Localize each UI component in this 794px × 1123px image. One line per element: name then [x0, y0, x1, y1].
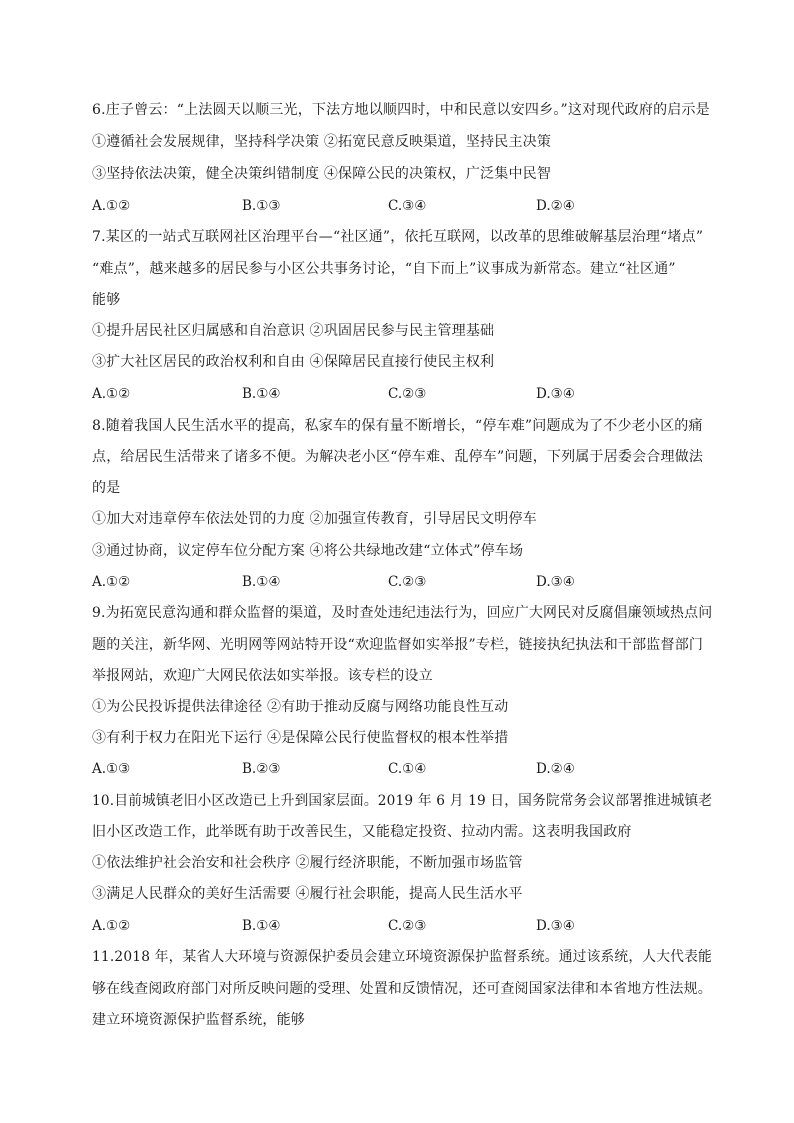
q6-option-a: A.①②	[92, 198, 131, 214]
q10-option-d: D.③④	[536, 918, 575, 934]
q9-stem-line-3: 举报网站，欢迎广大网民依法如实举报。该专栏的设立	[92, 668, 433, 684]
q7-stem-line-2: “难点”，越来越多的居民参与小区公共事务讨论，“自下而上”议事成为新常态。建立“社区通”	[92, 261, 676, 277]
q7-statement-1: ①提升居民社区归属感和自治意识 ②巩固居民参与民主管理基础	[92, 323, 495, 339]
q10-option-a: A.①②	[92, 918, 131, 934]
q6-statement-2: ③坚持依法决策，健全决策纠错制度 ④保障公民的决策权，广泛集中民智	[92, 166, 552, 182]
q6-option-d: D.②④	[536, 198, 575, 214]
q9-stem-line-1: 9.为拓宽民意沟通和群众监督的渠道，及时查处违纪违法行为，回应广大网民对反腐倡廉领域热点问	[92, 605, 713, 621]
q8-statement-2: ③通过协商，议定停车位分配方案 ④将公共绿地改建“立体式”停车场	[92, 543, 524, 559]
q10-statement-2: ③满足人民群众的美好生活需要 ④履行社会职能，提高人民生活水平	[92, 886, 523, 902]
q10-option-b: B.①④	[242, 918, 281, 934]
q7-option-d: D.③④	[536, 386, 575, 402]
q6-stem-line-1: 6.庄子曾云：“上法圆天以顺三光，下法方地以顺四时，中和民意以安四乡。”这对现代政府的启示是	[92, 102, 710, 118]
q8-option-d: D.③④	[536, 574, 575, 590]
q7-statement-2: ③扩大社区居民的政治权利和自由 ④保障居民直接行使民主权利	[92, 354, 495, 370]
q11-stem-line-2: 够在线查阅政府部门对所反映问题的受理、处置和反馈情况，还可查阅国家法律和本省地方性法规。	[92, 981, 712, 997]
q10-option-c: C.②③	[388, 918, 427, 934]
q11-stem-line-3: 建立环境资源保护监督系统，能够	[92, 1012, 305, 1028]
q7-option-b: B.①④	[242, 386, 281, 402]
q6-option-b: B.①③	[242, 198, 281, 214]
q7-stem-line-3: 能够	[92, 292, 121, 308]
q11-stem-line-1: 11.2018 年，某省人大环境与资源保护委员会建立环境资源保护监督系统。通过该系统，人大代表能	[92, 949, 712, 965]
q10-statement-1: ①依法维护社会治安和社会秩序 ②履行经济职能，不断加强市场监管	[92, 855, 523, 871]
q8-statement-1: ①加大对违章停车依法处罚的力度 ②加强宣传教育，引导居民文明停车	[92, 511, 537, 527]
q10-stem-line-1: 10.目前城镇老旧小区改造已上升到国家层面。2019 年 6 月 19 日，国务院常务会议部署推进城镇老	[92, 793, 713, 809]
q9-option-d: D.②④	[536, 761, 575, 777]
q7-option-c: C.②③	[388, 386, 427, 402]
q9-option-b: B.②③	[242, 761, 281, 777]
q9-statement-2: ③有利于权力在阳光下运行 ④是保障公民行使监督权的根本性举措	[92, 730, 509, 746]
q9-stem-line-2: 题的关注，新华网、光明网等网站特开设“欢迎监督如实举报”专栏，链接执纪执法和干部监督部门	[92, 637, 704, 653]
q10-stem-line-2: 旧小区改造工作，此举既有助于改善民生，又能稳定投资、拉动内需。这表明我国政府	[92, 824, 632, 840]
q8-stem-line-3: 的是	[92, 480, 121, 496]
q8-option-a: A.①②	[92, 574, 131, 590]
q8-stem-line-1: 8.随着我国人民生活水平的提高，私家车的保有量不断增长，“停车难”问题成为了不少老小区的痛	[92, 418, 703, 434]
q8-option-b: B.①④	[242, 574, 281, 590]
q9-option-a: A.①③	[92, 761, 131, 777]
q8-option-c: C.②③	[388, 574, 427, 590]
q8-stem-line-2: 点，给居民生活带来了诸多不便。为解决老小区“停车难、乱停车”问题，下列属于居委会合理做法	[92, 449, 704, 465]
q6-statement-1: ①遵循社会发展规律，坚持科学决策 ②拓宽民意反映渠道，坚持民主决策	[92, 134, 552, 150]
q9-statement-1: ①为公民投诉提供法律途径 ②有助于推动反腐与网络功能良性互动	[92, 699, 509, 715]
q9-option-c: C.①④	[388, 761, 427, 777]
q7-option-a: A.①②	[92, 386, 131, 402]
q7-stem-line-1: 7.某区的一站式互联网社区治理平台—“社区通”，依托互联网，以改革的思维破解基层治理“堵点”	[92, 229, 704, 245]
q6-option-c: C.③④	[388, 198, 427, 214]
